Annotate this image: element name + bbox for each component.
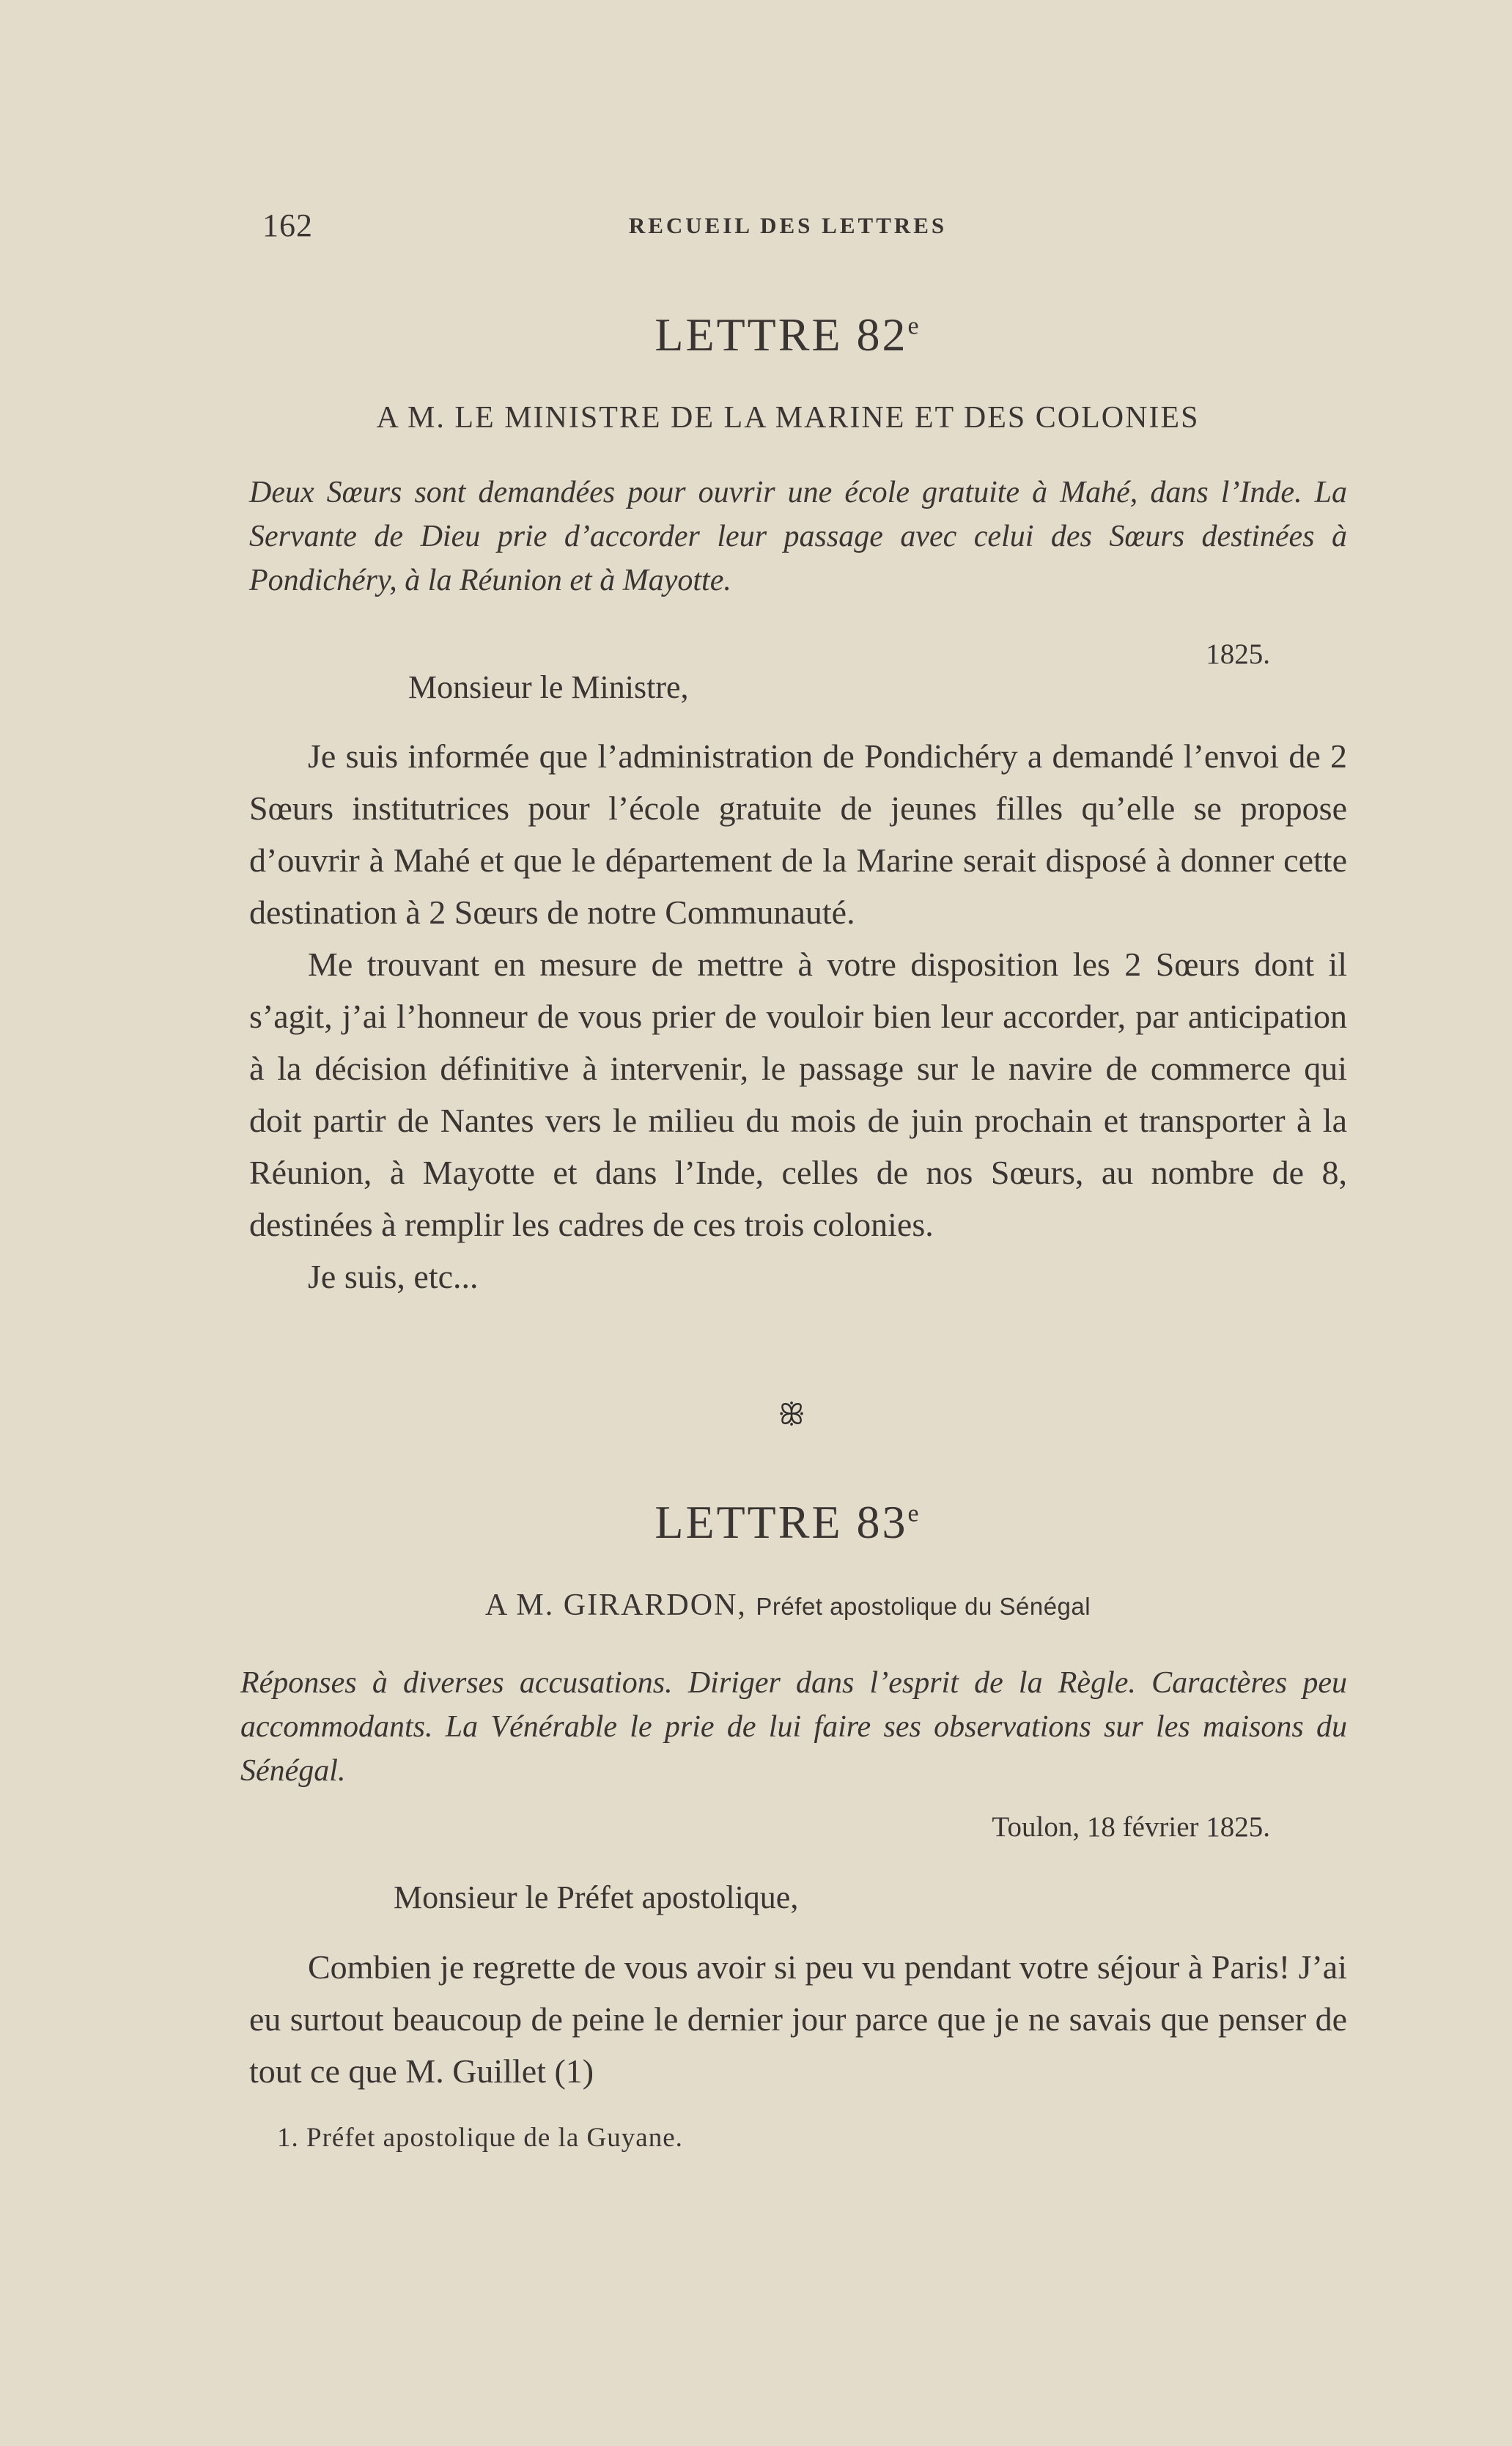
footnote: 1. Préfet apostolique de la Guyane.	[277, 2123, 683, 2153]
letter-83-body	[249, 1941, 1347, 2097]
letter-83-title-sup: e	[907, 1500, 921, 1528]
letter-83-salutation: Monsieur le Préfet apostolique,	[394, 1879, 799, 1915]
letter-82-date: 1825.	[1206, 638, 1270, 670]
letter-82-title	[0, 308, 1512, 362]
letter-82-closing: Je suis, etc...	[308, 1258, 479, 1295]
letter-83-date: Toulon, 18 février 1825.	[992, 1811, 1270, 1843]
letter-82-summary: Deux Sœurs sont demandées pour ouvrir une école gratuite à Mahé, dans l’Inde. La Servante de Dieu prie d’accorder leur passage avec celui des Sœurs destinées à Pondichéry, à la Réunion et à Mayotte.	[249, 476, 1347, 597]
letter-83-recipient	[0, 1588, 1512, 1623]
letter-82-recipient: A M. LE MINISTRE DE LA MARINE ET DES COLONIES	[376, 401, 1200, 435]
letter-82-paragraph-1: Je suis informée que l’administration de Pondichéry a demandé l’envoi de 2 Sœurs institutrices pour l’école gratuite de jeunes filles qu’elle se propose d’ouvrir à Mahé et que le département de la Marine serait disposé à donner cette destination à 2 Sœurs de notre Communauté.	[249, 737, 1347, 931]
letter-83-title-text: LETTRE 83	[654, 1496, 908, 1548]
letter-82-body	[249, 730, 1347, 1303]
ornament-divider: ꕥ	[778, 1398, 805, 1431]
running-head: RECUEIL DES LETTRES	[628, 213, 948, 238]
page-number: 162	[262, 207, 313, 243]
letter-82-title-text: LETTRE 82	[654, 309, 908, 361]
letter-82-title-sup: e	[907, 312, 921, 340]
letter-82-salutation: Monsieur le Ministre,	[408, 669, 689, 705]
letter-83-recipient-title: Préfet apostolique du Sénégal	[756, 1593, 1091, 1620]
letter-83-recipient-main: A M. GIRARDON,	[484, 1588, 747, 1622]
letter-83-title	[0, 1495, 1512, 1550]
letter-82-paragraph-2: Me trouvant en mesure de mettre à votre disposition les 2 Sœurs dont il s’agit, j’ai l’honneur de vous prier de vouloir bien leur accorder, par anticipation à la décision définitive à intervenir, le passage sur le navire de commerce qui doit partir de Nantes vers le milieu du mois de juin prochain et transporter à la Réunion, à Mayotte et dans l’Inde, celles de nos Sœurs, au nombre de 8, destinées à remplir les cadres de ces trois colonies.	[249, 946, 1347, 1243]
letter-83-paragraph-1: Combien je regrette de vous avoir si peu vu pendant votre séjour à Paris! J’ai eu surtout beaucoup de peine le dernier jour parce que je ne savais que penser de tout ce que M. Guillet (1)	[249, 1948, 1347, 2090]
letter-83-summary: Réponses à diverses accusations. Diriger dans l’esprit de la Règle. Caractères peu accommodants. La Vénérable le prie de lui faire ses observations sur les maisons du Sénégal.	[240, 1666, 1347, 1788]
